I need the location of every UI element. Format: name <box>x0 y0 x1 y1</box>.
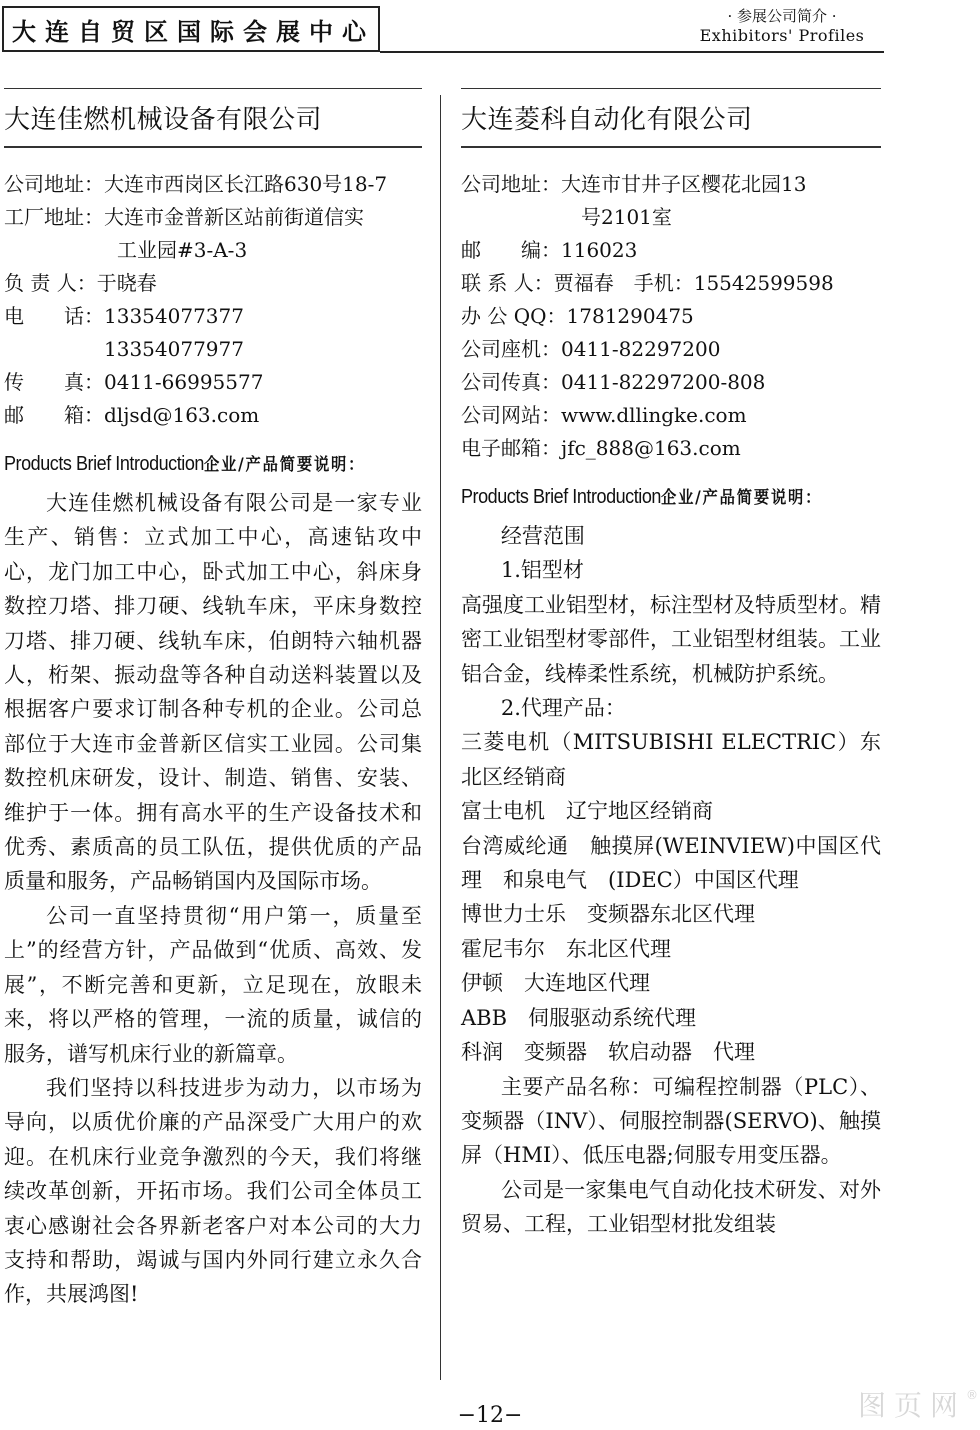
description <box>461 519 881 1242</box>
info-row: 电 话： 13354077377 13354077977 <box>4 304 284 361</box>
section-label-cn: · 参展公司简介 · <box>727 7 837 25</box>
info-row: 工业园#3-A-3 <box>117 238 248 262</box>
paragraph: 霍尼韦尔 东北区代理 <box>461 936 671 961</box>
page-number: −12− <box>457 1403 523 1428</box>
paragraph: 经营范围 <box>500 524 585 548</box>
column-top-rule <box>461 88 881 89</box>
right-column <box>461 88 881 1242</box>
paragraph: 博世力士乐 变频器东北区代理 <box>461 902 755 927</box>
info-row: 公司网站： www.dllingke.com <box>461 403 747 427</box>
paragraph: 科润 变频器 软启动器 代理 <box>461 1040 755 1065</box>
paragraph: 公司一直坚持贯彻“用户第一，质量至上”的经营方针，产品做到“优质、高效、发展”，不断完善和更新，立足现在，放眼未来，将以严格的管理，一流的质量，诚信的服务，谱写机床行业的新篇章。 <box>4 903 422 1066</box>
paragraph: 三菱电机（MITSUBISHI ELECTRIC）东北区经销商 <box>461 730 881 789</box>
info-row: 公司地址： 大连市西岗区长江路630号18-7 <box>4 172 388 196</box>
paragraph: 大连佳燃机械设备有限公司是一家专业生产、销售：立式加工中心，高速钻攻中心，龙门加工中心，卧式加工中心，斜床身数控刀塔、排刀硬、线轨车床，平床身数控刀塔、排刀硬、线轨车床，伯朗特六轴机器人，桁架、振动盘等各种自动送料装置以及根据客户要求订制各种专机的企业。公司总部位于大连市金普新区信实工业园。公司集数控机床研发，设计、制造、销售、安装、维护于一体。拥有高水平的生产设备技术和优秀、素质高的员工队伍，提供优质的产品质量和服务，产品畅销国内及国际市场。 <box>4 491 422 894</box>
paragraph: 我们坚持以科技进步为动力，以市场为导向，以质优价廉的产品深受广大用户的欢迎。在机床行业竞争激烈的今天，我们将继续改革创新，开拓市场。我们公司全体员工衷心感谢社会各界新老客户对本公司的大力支持和帮助，竭诚与国内外同行建立永久合作，共展鸿图! <box>4 1075 422 1307</box>
info-row: 电子邮箱： jfc_888@163.com <box>461 436 741 460</box>
paragraph: 伊顿 大连地区代理 <box>461 971 650 996</box>
info-row: 号2101室 <box>581 205 672 229</box>
banner-title-box <box>2 6 380 52</box>
paragraph: 1.铝型材 <box>500 558 584 583</box>
section-heading: Products Brief Introduction企业/产品简要说明： <box>461 486 823 508</box>
company-name: 大连佳燃机械设备有限公司 <box>4 99 422 148</box>
banner-title: 大连自贸区国际会展中心 <box>12 17 375 46</box>
paragraph: 主要产品名称：可编程控制器（PLC）、变频器（INV）、伺服控制器(SERVO)、触摸屏（HMI）、低压电器;伺服专用变压器。 <box>461 1074 881 1168</box>
contact-info <box>461 168 881 465</box>
left-column <box>4 88 422 1312</box>
section-label-en: Exhibitors' Profiles <box>699 25 865 45</box>
watermark-logo: 图页网® <box>858 1387 979 1422</box>
info-row: 联 系 人： 贾福春 手机：15542599598 <box>461 271 834 295</box>
info-row: 公司传真： 0411-82297200-808 <box>461 370 766 394</box>
column-divider <box>440 95 441 1380</box>
info-row: 负 责 人： 于晓春 <box>4 271 157 295</box>
info-row: 传 真： 0411-66995577 <box>4 370 264 394</box>
paragraph: 台湾威纶通 触摸屏(WEINVIEW)中国区代理 和泉电气 (IDEC）中国区代理 <box>461 833 881 893</box>
paragraph: ABB 伺服驱动系统代理 <box>461 1005 697 1030</box>
info-row: 邮 编： 116023 <box>461 238 638 262</box>
contact-info <box>4 168 422 432</box>
info-row: 工厂地址： 大连市金普新区站前街道信实 <box>4 205 364 229</box>
description <box>4 486 422 1312</box>
info-row: 公司地址： 大连市甘井子区樱花北园13 <box>461 172 807 196</box>
paragraph: 2.代理产品： <box>500 696 626 721</box>
section-heading: Products Brief Introduction企业/产品简要说明： <box>4 453 366 475</box>
info-row: 办 公 QQ： 1781290475 <box>461 304 694 328</box>
paragraph: 富士电机 辽宁地区经销商 <box>461 799 713 824</box>
header-section-label <box>680 7 884 46</box>
company-name: 大连菱科自动化有限公司 <box>461 99 881 148</box>
info-row: 邮 箱： dljsd@163.com <box>4 403 260 427</box>
info-row: 公司座机： 0411-82297200 <box>461 337 721 361</box>
paragraph: 高强度工业铝型材，标注型材及特质型材。精密工业铝型材零部件，工业铝型材组装。工业铝合金，线棒柔性系统，机械防护系统。 <box>461 592 881 686</box>
column-top-rule <box>4 88 422 89</box>
header-rule <box>380 51 884 53</box>
paragraph: 公司是一家集电气自动化技术研发、对外贸易、工程，工业铝型材批发组装 <box>461 1177 881 1237</box>
